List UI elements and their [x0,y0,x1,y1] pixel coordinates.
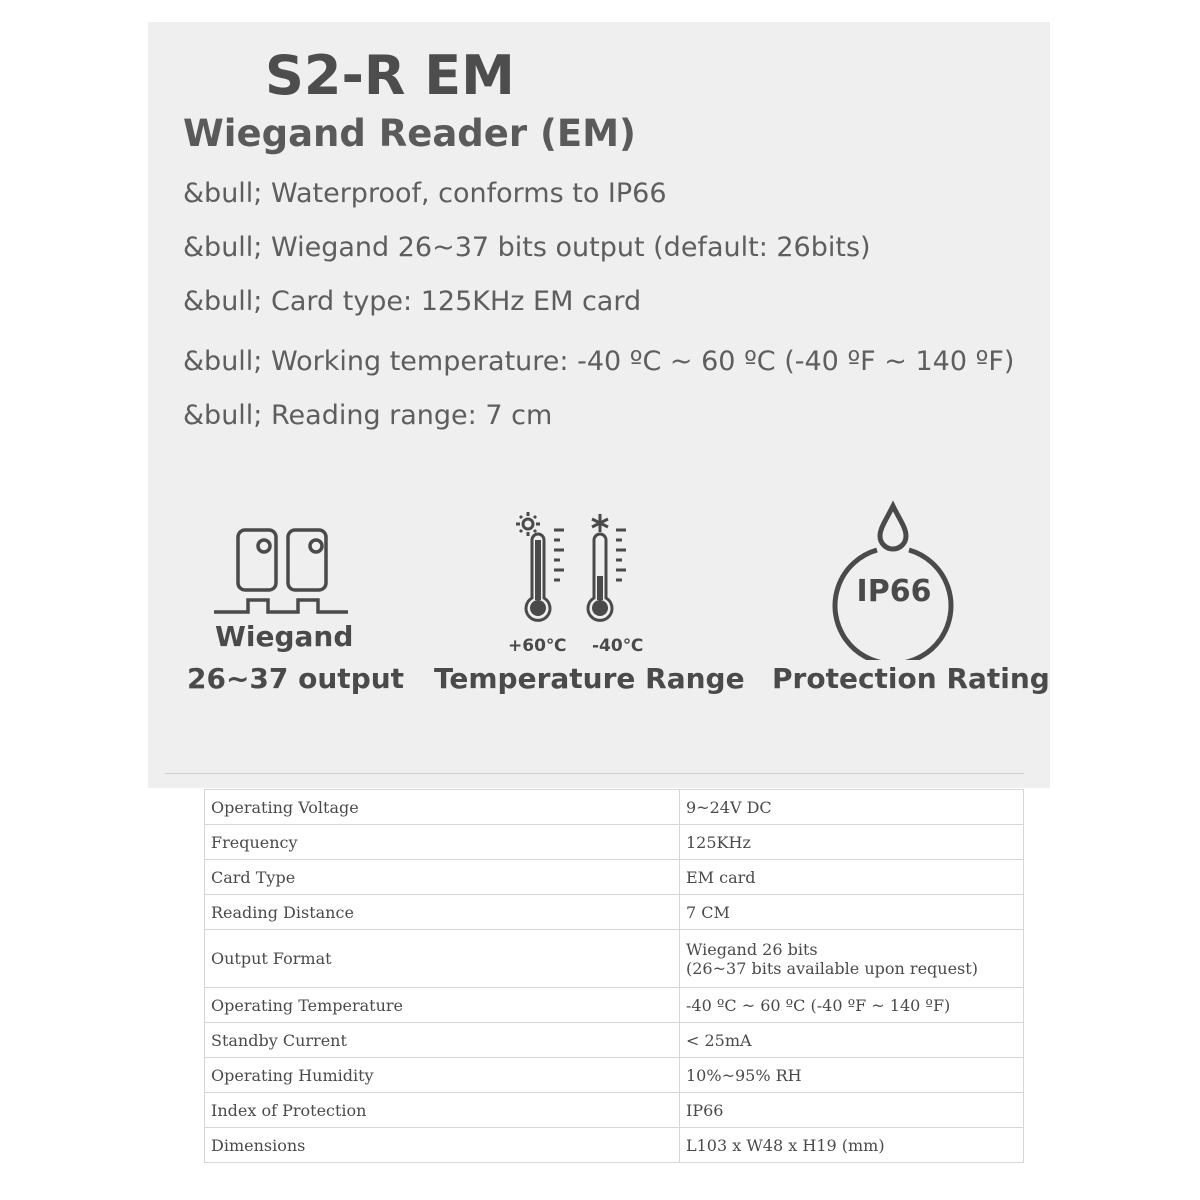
spec-value: < 25mA [680,1023,1024,1058]
spec-key: Operating Temperature [205,988,680,1023]
feature-item: &bull; Reading range: 7 cm [183,400,553,431]
spec-value-line2: (26~37 bits available upon request) [686,958,978,978]
model-title: S2-R EM [265,44,515,107]
cold-temperature-label: -40℃ [592,636,644,656]
table-row [205,930,1024,988]
spec-key: Index of Protection [205,1093,680,1128]
spec-value: 125KHz [680,825,1024,860]
spec-key: Reading Distance [205,895,680,930]
table-row [205,1093,1024,1128]
spec-value: IP66 [680,1093,1024,1128]
wiegand-readers-icon [212,524,352,616]
wiegand-label-line2: 26~37 output [187,662,405,695]
product-subtitle: Wiegand Reader (EM) [183,112,636,155]
ip66-badge: IP66 [856,574,932,609]
table-row [205,988,1024,1023]
table-row [205,790,1024,825]
feature-item: &bull; Wiegand 26~37 bits output (default: 26bits) [183,232,871,263]
wiegand-label-line1: Wiegand [215,620,354,653]
spec-value: 7 CM [680,895,1024,930]
spec-key: Output Format [205,930,680,988]
spec-value: EM card [680,860,1024,895]
table-row [205,895,1024,930]
protection-label: Protection Rating [772,662,1050,695]
hot-temperature-label: +60℃ [508,636,567,656]
spec-value: 9~24V DC [680,790,1024,825]
spec-key: Frequency [205,825,680,860]
divider [165,773,1024,774]
temperature-label: Temperature Range [434,662,745,695]
spec-key: Operating Humidity [205,1058,680,1093]
table-row [205,1128,1024,1163]
spec-key: Dimensions [205,1128,680,1163]
spec-value: 10%~95% RH [680,1058,1024,1093]
spec-key: Operating Voltage [205,790,680,825]
feature-item: &bull; Waterproof, conforms to IP66 [183,178,667,209]
spec-value-line1: Wiegand 26 bits [686,939,818,959]
table-row [205,825,1024,860]
feature-item: &bull; Working temperature: -40 ºC ~ 60 ºC (-40 ºF ~ 140 ºF) [183,346,1015,377]
spec-key: Standby Current [205,1023,680,1058]
table-row [205,1058,1024,1093]
table-row [205,1023,1024,1058]
spec-key: Card Type [205,860,680,895]
spec-value: -40 ºC ~ 60 ºC (-40 ºF ~ 140 ºF) [680,988,1024,1023]
spec-value [680,930,1024,988]
spec-value: L103 x W48 x H19 (mm) [680,1128,1024,1163]
feature-item: &bull; Card type: 125KHz EM card [183,286,642,317]
thermometer-icon [510,510,640,630]
table-row [205,860,1024,895]
specs-table [204,789,1024,1163]
